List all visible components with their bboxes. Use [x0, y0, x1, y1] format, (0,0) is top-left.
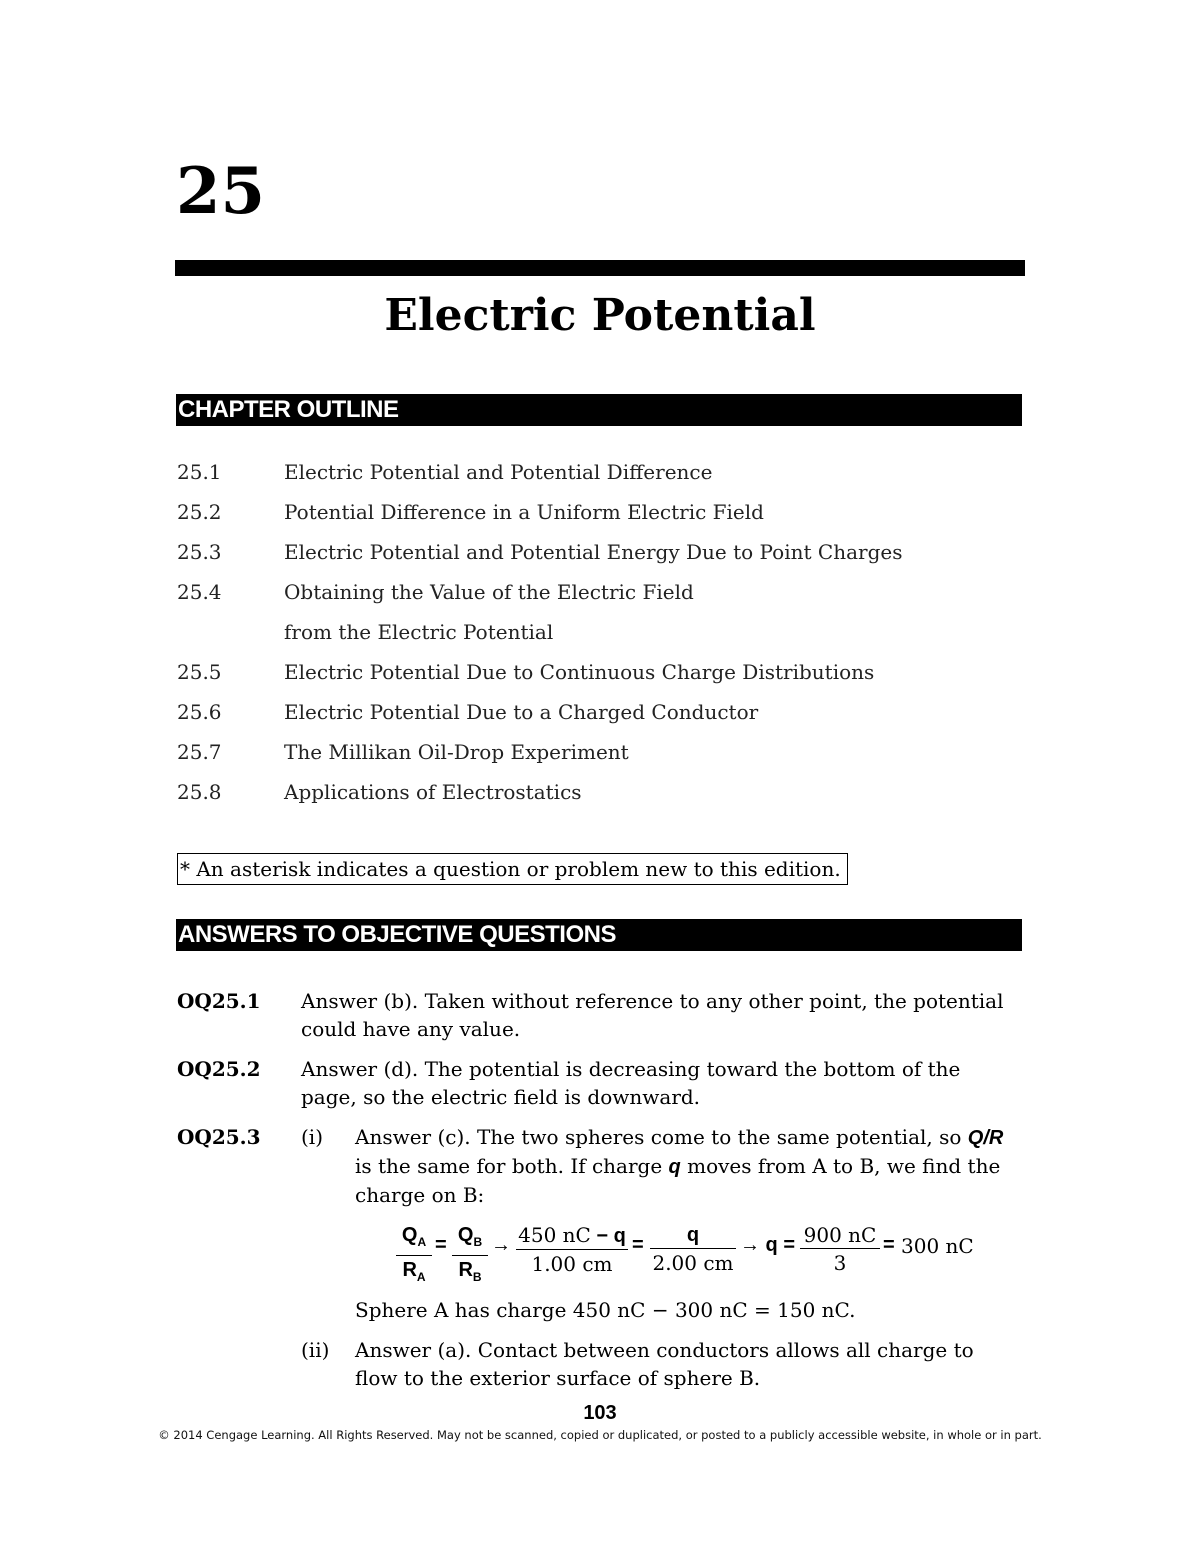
- asterisk-note: * An asterisk indicates a question or problem new to this edition.: [177, 853, 848, 885]
- answers-heading-bar: [176, 919, 1022, 951]
- page-number: 103: [583, 1402, 617, 1424]
- question-id: OQ25.3: [177, 1125, 261, 1149]
- answers-heading: ANSWERS TO OBJECTIVE QUESTIONS: [178, 921, 616, 948]
- fraction-450-minus-q: $\frac{450 nC - q}{1.00 cm}$: [516, 1222, 628, 1278]
- part-i-conclusion: Sphere A has charge 450 nC − 300 nC = 150 nC.: [355, 1298, 856, 1322]
- equation-result: 300 nC: [901, 1234, 974, 1258]
- outline-item-title: Electric Potential and Potential Energy Due to Point Charges: [284, 540, 903, 564]
- copyright-notice: © 2014 Cengage Learning. All Rights Reserved. May not be scanned, copied or duplicated, or posted to a publicly accessible website, in whole or in part.: [158, 1428, 1042, 1442]
- chapter-number: 25: [176, 154, 266, 229]
- question-answer: Answer (b). Taken without reference to any other point, the potential could have any value.: [301, 989, 1004, 1041]
- chapter-outline-heading-bar: [176, 394, 1022, 426]
- arrow-icon: →: [491, 1234, 511, 1256]
- outline-item-title: The Millikan Oil-Drop Experiment: [284, 740, 629, 764]
- equals-sign: =: [632, 1234, 644, 1256]
- part-i-text: Answer (c). The two spheres come to the same potential, so Q/R is the same for both. If charge q moves from A to B, we find the charge on B:: [355, 1125, 1004, 1207]
- outline-item-number: 25.4: [177, 580, 222, 604]
- outline-item-title: Electric Potential Due to Continuous Charge Distributions: [284, 660, 875, 684]
- chapter-rule: [175, 260, 1025, 276]
- fraction-qa-ra: $\frac{Q_A}{R_A}$: [396, 1222, 432, 1291]
- outline-item-title: Electric Potential and Potential Difference: [284, 460, 713, 484]
- outline-item-number: 25.1: [177, 460, 222, 484]
- outline-item-title: Potential Difference in a Uniform Electric Field: [284, 500, 764, 524]
- outline-item-title: Obtaining the Value of the Electric Field: [284, 580, 694, 604]
- question-answer: Answer (d). The potential is decreasing toward the bottom of the page, so the electric field is downward.: [301, 1057, 961, 1109]
- outline-item-number: 25.5: [177, 660, 222, 684]
- outline-item-number: 25.3: [177, 540, 222, 564]
- outline-item-number: 25.7: [177, 740, 222, 764]
- question-id: OQ25.2: [177, 1057, 261, 1081]
- question-id: OQ25.1: [177, 989, 261, 1013]
- outline-item-number: 25.2: [177, 500, 222, 524]
- outline-item-title: Applications of Electrostatics: [284, 780, 582, 804]
- chapter-title: Electric Potential: [384, 290, 816, 341]
- chapter-outline-heading: CHAPTER OUTLINE: [178, 396, 399, 423]
- equals-sign: =: [883, 1234, 895, 1256]
- outline-item-number: 25.8: [177, 780, 222, 804]
- part-ii-label: (ii): [301, 1338, 330, 1362]
- fraction-q-over-2cm: $\frac{q}{2.00 cm}$: [650, 1222, 736, 1277]
- outline-item-title: from the Electric Potential: [284, 620, 554, 644]
- arrow-q-equals: → q =: [740, 1234, 796, 1256]
- equals-sign: =: [435, 1234, 447, 1256]
- part-ii-text: Answer (a). Contact between conductors allows all charge to flow to the exterior surface of sphere B.: [355, 1338, 974, 1390]
- part-i-label: (i): [301, 1125, 324, 1149]
- fraction-900-over-3: $\frac{900 nC}{3}$: [800, 1222, 880, 1277]
- fraction-qb-rb: $\frac{Q_B}{R_B}$: [452, 1222, 488, 1291]
- outline-item-title: Electric Potential Due to a Charged Conductor: [284, 700, 759, 724]
- outline-item-number: 25.6: [177, 700, 222, 724]
